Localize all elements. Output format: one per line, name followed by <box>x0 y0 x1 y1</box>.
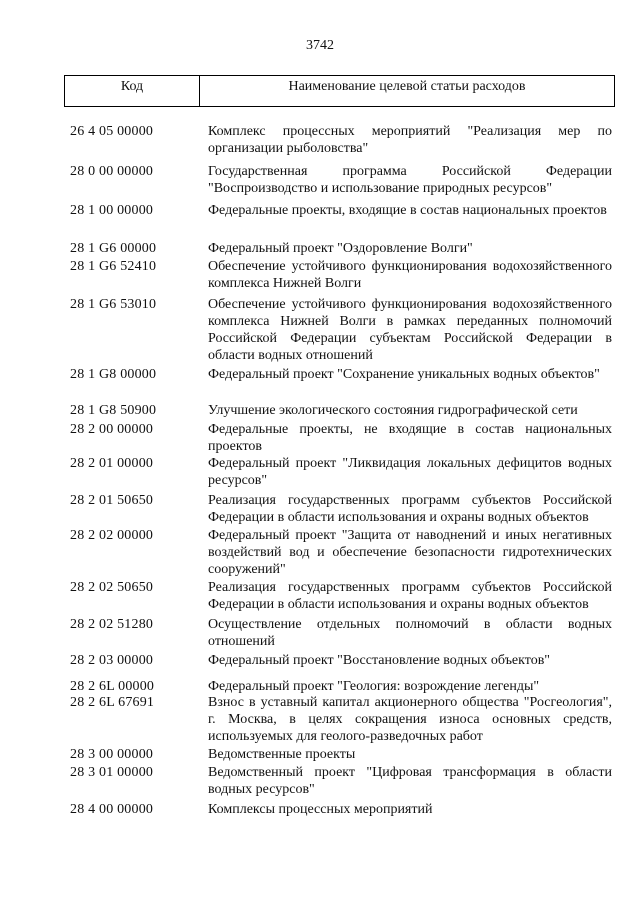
row-description: Взнос в уставный капитал акционерного общества "Росгеология", г. Москва, в целях сокращения износа основных средств, используемых для геолого-разведочных работ <box>208 695 612 744</box>
row-description: Обеспечение устойчивого функционирования водохозяйственного комплекса Нижней Волги <box>208 259 612 291</box>
row-code: 28 4 00 00000 <box>70 802 154 817</box>
row-code: 28 3 00 00000 <box>70 747 154 762</box>
row-code: 26 4 05 00000 <box>70 124 154 139</box>
row-description: Федеральный проект "Сохранение уникальных водных объектов" <box>208 367 600 382</box>
row-description: Осуществление отдельных полномочий в области водных отношений <box>208 617 612 649</box>
row-code: 28 2 6L 00000 <box>70 679 155 694</box>
row-description: Улучшение экологического состояния гидрографической сети <box>208 403 578 418</box>
row-code: 28 2 02 00000 <box>70 528 154 543</box>
row-code: 28 1 G6 52410 <box>70 259 157 274</box>
row-code: 28 2 01 00000 <box>70 456 154 471</box>
row-description: Реализация государственных программ субъектов Российской Федерации в области использования и охраны водных объектов <box>208 493 612 525</box>
row-code: 28 1 G6 00000 <box>70 241 157 256</box>
row-code: 28 1 G6 53010 <box>70 297 157 312</box>
row-description: Федеральный проект "Геология: возрождение легенды" <box>208 679 540 694</box>
row-code: 28 2 00 00000 <box>70 422 154 437</box>
row-code: 28 1 G8 00000 <box>70 367 157 382</box>
header-code-column: Код <box>65 76 200 106</box>
row-description: Федеральный проект "Оздоровление Волги" <box>208 241 473 256</box>
row-description: Ведомственные проекты <box>208 747 356 762</box>
row-description: Комплексы процессных мероприятий <box>208 802 433 817</box>
row-description: Федеральные проекты, не входящие в состав национальных проектов <box>208 422 612 454</box>
row-code: 28 0 00 00000 <box>70 164 154 179</box>
row-code: 28 2 01 50650 <box>70 493 154 508</box>
row-description: Федеральный проект "Ликвидация локальных дефицитов водных ресурсов" <box>208 456 612 488</box>
row-code: 28 1 00 00000 <box>70 203 154 218</box>
table-header <box>64 75 615 107</box>
row-code: 28 2 03 00000 <box>70 653 154 668</box>
row-code: 28 2 02 50650 <box>70 580 154 595</box>
row-description: Обеспечение устойчивого функционирования водохозяйственного комплекса Нижней Волги в рамках переданных полномочий Российской Федерации субъектам Российской Федерации в области водных отношений <box>208 297 612 363</box>
row-description: Федеральный проект "Восстановление водных объектов" <box>208 653 551 668</box>
row-description: Ведомственный проект "Цифровая трансформация в области водных ресурсов" <box>208 765 612 797</box>
header-name-column: Наименование целевой статьи расходов <box>288 79 526 94</box>
row-description: Федеральные проекты, входящие в состав национальных проектов <box>208 203 607 218</box>
row-code: 28 1 G8 50900 <box>70 403 157 418</box>
row-description: Федеральный проект "Защита от наводнений и иных негативных воздействий вод и обеспечение безопасности гидротехнических сооружений" <box>208 528 612 577</box>
row-code: 28 3 01 00000 <box>70 765 154 780</box>
row-code: 28 2 6L 67691 <box>70 695 155 710</box>
row-description: Реализация государственных программ субъектов Российской Федерации в области использования и охраны водных объектов <box>208 580 612 612</box>
row-description: Комплекс процессных мероприятий "Реализация мер по организации рыболовства" <box>208 124 612 156</box>
page-number: 3742 <box>306 38 334 53</box>
row-description: Государственная программа Российской Федерации "Воспроизводство и использование природных ресурсов" <box>208 164 612 196</box>
row-code: 28 2 02 51280 <box>70 617 154 632</box>
